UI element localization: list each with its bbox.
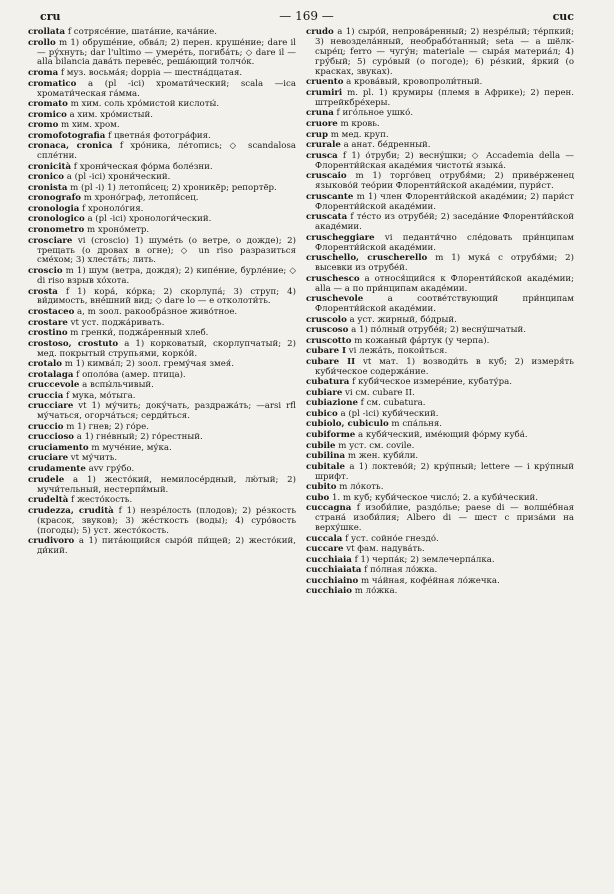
dictionary-entry (28, 215, 296, 225)
entry-definition: a (pl -ici) хромати́ческий; scala —ica хромати́ческая га́мма. (37, 78, 296, 99)
entry-definition: m спа́льня. (388, 419, 442, 430)
entry-definition: m хим. соль хро́мистой кислоты́. (67, 99, 220, 110)
dictionary-entry (306, 295, 574, 315)
entry-definition: m (pl -i) 1) летопи́сец; 2) хроникёр; репортёр. (67, 182, 277, 193)
entry-definition: m 1) член Флоренти́йской акаде́мии; 2) пари́ст Флоренти́йской акаде́мии. (315, 191, 574, 212)
entry-headword: cruscante (306, 191, 354, 202)
entry-headword: crudele (28, 474, 65, 485)
entry-headword: cromofotografia (28, 130, 106, 141)
entry-definition: m муче́ние, му́ка. (88, 442, 172, 453)
dictionary-entry (306, 326, 574, 336)
dictionary-entry (28, 100, 296, 110)
dictionary-entry (306, 152, 574, 172)
entry-definition: vt му́чить. (68, 453, 118, 464)
entry-definition: vt мат. 1) возводи́ть в куб; 2) измеря́ть куби́ческое содержа́ние. (315, 356, 574, 377)
dictionary-entry (28, 537, 296, 557)
entry-definition: m уст. см. covile. (335, 440, 415, 451)
dictionary-entry (28, 80, 296, 100)
entry-definition: m гренки́, поджа́ренный хлеб. (67, 328, 209, 339)
entry-definition: m 1) мука́ с отрубя́ми; 2) высевки из отрубе́й. (315, 253, 574, 274)
entry-headword: cruccio (28, 421, 64, 432)
dictionary-entry (306, 545, 574, 555)
entry-definition: m ло́жка. (352, 586, 398, 597)
entry-headword: croma (28, 68, 59, 78)
entry-definition: m 1) гнев; 2) го́ре. (63, 421, 149, 432)
entry-headword: cubiforme (306, 430, 356, 441)
entry-definition: f мука, мо́тыга. (63, 390, 136, 401)
entry-headword: cuccala (306, 533, 343, 544)
entry-definition: f изоби́лие, раздо́лье; paese di — волше́бная страна́ изоби́лия; Albero di — шест с приза́ми на верху́шке. (315, 503, 574, 534)
entry-headword: cubatura (306, 377, 350, 388)
entry-definition: m 1) торго́вец отрубя́ми; 2) приве́рженец языково́й тео́рии Флоренти́йской акаде́мии, пури́ст. (315, 171, 574, 192)
entry-definition: m кровь. (337, 118, 380, 129)
dictionary-entry (306, 120, 574, 130)
dictionary-entry (28, 267, 296, 287)
entry-definition: a, m зоол. ракообра́зное живо́тное. (74, 307, 238, 318)
entry-headword: crostare (28, 317, 68, 328)
entry-definition: m жен. куби́ли. (345, 451, 419, 462)
entry-headword: cronografo (28, 193, 82, 204)
dictionary-entry (306, 347, 574, 357)
entry-definition: a 1) корковатый, скорлупчатый; 2) мед. покрытый струпьями, корко́й. (37, 338, 296, 359)
entry-definition: m ло́коть. (336, 482, 384, 493)
page-header (40, 6, 574, 26)
entry-definition: m хроно́метр. (84, 225, 150, 236)
entry-headword: cubo (306, 492, 330, 503)
entry-definition: a куби́ческий, име́ющий фо́рму куба́. (355, 430, 528, 441)
entry-definition: avv гру́бо. (85, 464, 135, 475)
entry-headword: cuccagna (306, 503, 352, 514)
dictionary-entry (306, 131, 574, 141)
entry-headword: crostoso, crostuto (28, 338, 119, 349)
entry-headword: cruscata (306, 212, 348, 223)
dictionary-entry (28, 142, 296, 162)
entry-definition: vt 1) му́чить; доку́чать, раздража́ть; —arsi rfl му́чаться, огорча́ться; серди́ться. (37, 401, 296, 422)
entry-definition: f те́сто из отрубе́й; 2) заседа́ние Флоренти́йской акаде́мии. (315, 212, 574, 233)
dictionary-entry (306, 28, 574, 78)
dictionary-entry (306, 254, 574, 274)
entry-definition: vi см. cubare II. (342, 387, 415, 398)
entry-headword: cruna (306, 108, 334, 119)
entry-headword: cromo (28, 120, 59, 131)
dictionary-entry (306, 431, 574, 441)
entry-headword: crotalaga (28, 369, 74, 380)
entry-headword: crollo (28, 37, 56, 48)
entry-headword: cubiolo, cubiculo (306, 419, 389, 430)
entry-headword: crucciare (28, 401, 74, 412)
dictionary-entry (306, 587, 574, 597)
entry-headword: cromatico (28, 78, 77, 89)
dictionary-entry (306, 389, 574, 399)
entry-definition: m. pl. 1) крумиры (племя в Африке); 2) перен. штрейкбре́херы. (315, 87, 574, 108)
entry-headword: crostino (28, 328, 68, 339)
entry-definition: m 1) кимва́л; 2) зоол. грему́чая змея́. (62, 359, 234, 370)
dictionary-entry (306, 109, 574, 119)
entry-headword: cucchiaia (306, 554, 352, 565)
dictionary-entry (28, 121, 296, 131)
dictionary-entry (306, 566, 574, 576)
dictionary-entry (28, 465, 296, 475)
dictionary-entry (306, 378, 574, 388)
entry-headword: cubitale (306, 461, 346, 472)
dictionary-entry (28, 173, 296, 183)
entry-headword: cronicità (28, 161, 72, 172)
entry-headword: crudeltà (28, 495, 69, 506)
entry-definition: vi лежа́ть, покои́ться. (346, 346, 448, 357)
entry-headword: crup (306, 129, 329, 140)
dictionary-entry (28, 496, 296, 506)
entry-definition: f хрони́ческая фо́рма боле́зни. (71, 161, 213, 172)
entry-definition: vt уст. поджа́ривать. (67, 317, 165, 328)
entry-headword: cruschesco (306, 273, 360, 284)
entry-definition: a анат. бе́дренный. (340, 140, 431, 151)
entry-headword: crurale (306, 140, 341, 151)
entry-headword: cruscolo (306, 314, 347, 325)
entry-headword: cruscheggiare (306, 232, 375, 243)
dictionary-entry (306, 504, 574, 534)
entry-definition: f 1) незре́лость (плодов); 2) ре́зкость (красок, звуков); 3) же́сткость (воды); 4) суро́вость (погоды); 5) уст. жесто́кость. (37, 505, 296, 536)
entry-headword: crotalo (28, 359, 63, 370)
entry-headword: cruschello, cruscherello (306, 253, 428, 264)
entry-definition: a уст. жирный, бо́дрый. (346, 314, 457, 325)
dictionary-entry (306, 172, 574, 192)
dictionary-entry (306, 420, 574, 430)
entry-definition: m кожаный фа́ртук (у черпа). (351, 335, 490, 346)
dictionary-entry (306, 483, 574, 493)
dictionary-entry (306, 141, 574, 151)
left-column (28, 28, 296, 558)
entry-headword: cruciare (28, 453, 69, 464)
entry-headword: cronologia (28, 203, 80, 214)
entry-definition: f ополо́ва (амер. птица). (73, 369, 186, 380)
entry-headword: cubito (306, 482, 337, 493)
entry-headword: cronico (28, 172, 64, 183)
dictionary-entry (28, 111, 296, 121)
dictionary-entry (306, 275, 574, 295)
entry-headword: cronaca, cronica (28, 141, 113, 152)
entry-definition: f жесто́кость. (68, 495, 133, 506)
entry-headword: cubile (306, 440, 336, 451)
entry-headword: cronologico (28, 214, 85, 225)
dictionary-entry (306, 213, 574, 233)
entry-headword: cuccare (306, 544, 344, 555)
dictionary-entry (28, 308, 296, 318)
header-left-guideword: cru (40, 9, 61, 23)
entry-headword: crostaceo (28, 307, 75, 318)
entry-definition: a хим. хро́мистый. (66, 109, 153, 120)
entry-definition: m 1) шум (ветра, дождя); 2) кипе́ние, бурле́ние; ◇ di riso взрыв хо́хота. (37, 266, 296, 286)
entry-headword: crosta (28, 286, 58, 297)
entry-definition: m ча́йная, кофе́йная ло́жечка. (358, 575, 500, 586)
entry-definition: f сотрясе́ние, шата́ние, кача́ние. (65, 27, 217, 37)
entry-definition: f муз. восьма́я; doppia — шестна́дцатая. (58, 68, 243, 78)
dictionary-entry (306, 78, 574, 88)
entry-headword: cronometro (28, 225, 85, 236)
page-number: — 169 — (279, 9, 334, 23)
dictionary-entry (306, 234, 574, 254)
entry-definition: a 1) сыро́й, непрова́ренный; 2) незре́лый; те́рпкий; 3) невоздела́нный, необрабо́танный; seta — a шёлк-сыре́ц; ferro — чугу́н; materiale — сыра́я материа́л; 4) гру́бый; 5) суро́вый (о погоде); 6) ре́зкий, я́ркий (о красках, звуках). (315, 27, 574, 77)
entry-headword: cromico (28, 109, 67, 120)
dictionary-entry (28, 226, 296, 236)
dictionary-entry (28, 69, 296, 79)
entry-headword: cromato (28, 99, 68, 110)
entry-definition: 1. m куб; куби́ческое число́; 2. a куби́ческий. (329, 492, 539, 503)
entry-definition: a 1) жесто́кий, немилосе́рдный, лю́тый; 2) мучи́тельный, нестерпи́мый. (37, 474, 296, 495)
entry-headword: cruscotto (306, 335, 352, 346)
entry-definition: f цветна́я фотогра́фия. (105, 130, 211, 141)
dictionary-entry (28, 39, 296, 69)
dictionary-entry (306, 399, 574, 409)
entry-headword: croscio (28, 266, 63, 277)
dictionary-entry (28, 237, 296, 267)
dictionary-entry (28, 507, 296, 537)
entry-definition: m мед. круп. (328, 129, 389, 140)
entry-definition: f 1) кора́, ко́рка; 2) скорлупа́; 3) струп; 4) ви́димость, вне́шний вид; ◇ dare lo — е отколоти́ть. (37, 286, 296, 307)
dictionary-entry (28, 476, 296, 496)
entry-headword: cubare II (306, 356, 356, 367)
entry-definition: f см. cubatura. (357, 398, 426, 409)
dictionary-entry (28, 329, 296, 339)
entry-definition: f хроноло́гия. (79, 203, 144, 214)
entry-headword: crudamente (28, 464, 86, 475)
entry-headword: cruciamento (28, 442, 89, 453)
entry-definition: vi (croscio) 1) шуме́ть (о ветре, о дожде); 2) трещать (о дровах в огне); ◇ un riso разразиться сме́хом; 3) хлеста́ть; лить. (37, 235, 296, 266)
entry-definition: m 1) обруше́ние, обва́л; 2) перен. круше́ние; dare il — ру́хнуть; dar l'ultimo — умере́ть, погиба́ть; ◇ dare il — alla bilancia дава́ть переве́с, реша́ющий толчо́к. (37, 37, 296, 68)
entry-headword: crudivoro (28, 536, 75, 547)
dictionary-entry (28, 433, 296, 443)
entry-headword: cucchiaiata (306, 565, 362, 576)
entry-definition: m хроно́граф, летопи́сец. (81, 193, 199, 204)
entry-headword: cruento (306, 77, 344, 88)
entry-headword: cubare I (306, 346, 347, 357)
entry-definition: f куби́ческое измере́ние, кубату́ра. (349, 377, 512, 388)
entry-definition: f иго́льное ушко́. (333, 108, 414, 119)
dictionary-entry (28, 454, 296, 464)
dictionary-entry (306, 358, 574, 378)
entry-definition: a (pl -ici) куби́ческий. (337, 408, 439, 419)
dictionary-entry (306, 463, 574, 483)
dictionary-entry (28, 288, 296, 308)
entry-headword: cruscaio (306, 171, 347, 182)
entry-definition: a (pl -ici) хрони́ческий. (63, 172, 171, 183)
entry-definition: a относя́щийся к Флоренти́йской акаде́мии; alla — a по при́нципам акаде́мии. (315, 273, 574, 294)
entry-definition: vi педанти́чно сле́довать при́нципам Флоренти́йской акаде́мии. (315, 232, 574, 253)
entry-definition: vt фам. надува́ть. (343, 544, 425, 555)
entry-headword: cruccioso (28, 432, 75, 443)
dictionary-entry (28, 340, 296, 360)
entry-definition: a 1) локтево́й; 2) кру́пный; lettere — i кру́пный шрифт. (315, 461, 574, 482)
entry-definition: f по́лная ло́жка. (361, 565, 438, 576)
entry-definition: f хро́ника, ле́топись; ◇ scandalosa спле́тни. (37, 141, 296, 162)
entry-definition: m хим. хром. (58, 120, 120, 131)
right-column (306, 28, 574, 598)
entry-definition: f уст. сойно́е гнездо́. (342, 533, 439, 544)
entry-headword: cubico (306, 408, 338, 419)
header-right-guideword: cuc (552, 9, 574, 23)
entry-headword: cucchiaino (306, 575, 359, 586)
entry-definition: a (pl -ici) хронологи́ческий. (84, 214, 212, 225)
entry-headword: cruscoso (306, 325, 349, 336)
dictionary-entry (28, 381, 296, 391)
dictionary-entry (28, 28, 296, 38)
entry-headword: cronista (28, 182, 68, 193)
entry-headword: cubiazione (306, 398, 358, 409)
entry-headword: crosciare (28, 235, 73, 246)
entry-headword: crumiri (306, 87, 343, 98)
entry-headword: cubilina (306, 451, 346, 462)
entry-headword: crudo (306, 27, 334, 37)
entry-definition: f 1) о́труби; 2) весну́шки; ◇ Accademia della — Флоренти́йская акаде́мия чистоты́ языка́. (315, 150, 574, 171)
entry-definition: a 1) гне́вный; 2) го́рестный. (74, 432, 203, 443)
entry-headword: cruschevole (306, 294, 364, 305)
entry-headword: cucchiaio (306, 586, 353, 597)
entry-headword: crollata (28, 27, 66, 37)
entry-definition: a 1) по́лный отрубе́й; 2) весну́шчатый. (348, 325, 526, 336)
entry-headword: cubiare (306, 387, 343, 398)
entry-definition: a соотве́тствующий при́нципам Флоренти́йской акаде́мии. (315, 294, 574, 315)
entry-definition: f 1) черпа́к; 2) землечерпа́лка. (351, 554, 495, 565)
entry-definition: a вспы́льчивый. (79, 380, 154, 391)
entry-headword: cruccevole (28, 380, 80, 391)
dictionary-entry (306, 193, 574, 213)
dictionary-entry (306, 452, 574, 462)
entry-headword: crudezza, crudità (28, 505, 114, 516)
entry-headword: cruore (306, 118, 338, 129)
dictionary-entry (28, 402, 296, 422)
entry-headword: cruccia (28, 390, 64, 401)
dictionary-entry (28, 360, 296, 370)
entry-definition: a крова́вый, кровопроли́тный. (343, 77, 483, 88)
entry-headword: crusca (306, 150, 338, 161)
entry-definition: a 1) пита́ющийся сыро́й пи́щей; 2) жесто́кий, ди́кий. (37, 536, 296, 557)
dictionary-entry (306, 89, 574, 109)
dictionary-entry (28, 194, 296, 204)
